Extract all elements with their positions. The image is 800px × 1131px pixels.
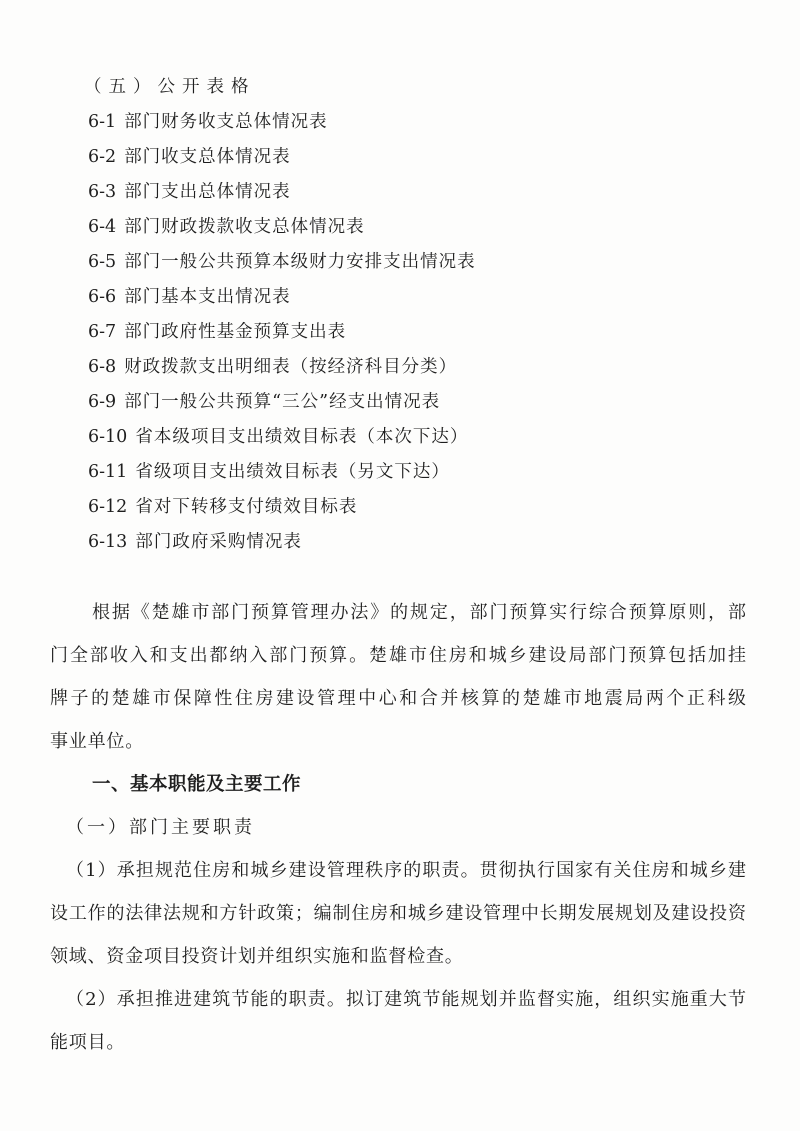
table-title: 部门一般公共预算本级财力安排支出情况表 bbox=[124, 252, 476, 272]
table-list-item bbox=[88, 455, 648, 490]
table-code: 6-10 bbox=[88, 427, 128, 447]
chapter-heading: 一、基本职能及主要工作 bbox=[92, 774, 302, 795]
table-code: 6-9 bbox=[88, 392, 117, 412]
table-code: 6-6 bbox=[88, 287, 117, 307]
table-list-item bbox=[88, 385, 648, 420]
table-code: 6-4 bbox=[88, 217, 117, 237]
table-list-item bbox=[88, 525, 648, 560]
table-code: 6-1 bbox=[88, 112, 117, 132]
table-title: 部门一般公共预算“三公”经支出情况表 bbox=[124, 392, 441, 412]
table-code: 6-5 bbox=[88, 252, 117, 272]
table-list bbox=[84, 70, 648, 560]
body-text bbox=[50, 591, 746, 1064]
table-title: 省本级项目支出绩效目标表（本次下达） bbox=[135, 427, 469, 447]
paragraph-line: （1）承担规范住房和城乡建设管理秩序的职责。贯彻执行国家有关住房和城乡建 bbox=[66, 860, 746, 881]
table-title: 部门政府性基金预算支出表 bbox=[124, 322, 347, 342]
table-title: 部门财政拨款收支总体情况表 bbox=[124, 217, 365, 237]
duty-item bbox=[50, 978, 746, 1064]
table-title: 部门财务收支总体情况表 bbox=[124, 112, 328, 132]
table-code: 6-12 bbox=[88, 497, 128, 517]
paragraph-line: 能项目。 bbox=[50, 1032, 126, 1053]
table-list-item bbox=[88, 210, 648, 245]
table-title: 财政拨款支出明细表（按经济科目分类） bbox=[124, 357, 458, 377]
table-list-item bbox=[88, 420, 648, 455]
table-code: 6-7 bbox=[88, 322, 117, 342]
table-list-item bbox=[88, 175, 648, 210]
table-list-item bbox=[88, 350, 648, 385]
table-title: 部门政府采购情况表 bbox=[135, 532, 302, 552]
table-title: 部门基本支出情况表 bbox=[124, 287, 291, 307]
table-title: 省级项目支出绩效目标表（另文下达） bbox=[135, 462, 450, 482]
paragraph-line: 根据《楚雄市部门预算管理办法》的规定，部门预算实行综合预算原则，部 bbox=[92, 602, 746, 623]
paragraph-line: 牌子的楚雄市保障性住房建设管理中心和合并核算的楚雄市地震局两个正科级 bbox=[50, 688, 746, 709]
section-heading: （五）公开表格 bbox=[84, 77, 256, 97]
table-code: 6-3 bbox=[88, 182, 117, 202]
table-title: 部门支出总体情况表 bbox=[124, 182, 291, 202]
paragraph-line: （2）承担推进建筑节能的职责。拟订建筑节能规划并监督实施，组织实施重大节 bbox=[66, 989, 746, 1010]
table-list-item bbox=[88, 490, 648, 525]
table-list-item bbox=[88, 245, 648, 280]
subsection-heading: （一）部门主要职责 bbox=[66, 817, 255, 838]
table-code: 6-8 bbox=[88, 357, 117, 377]
table-code: 6-13 bbox=[88, 532, 128, 552]
table-code: 6-2 bbox=[88, 147, 117, 167]
table-title: 部门收支总体情况表 bbox=[124, 147, 291, 167]
table-list-item bbox=[88, 140, 648, 175]
table-list-item bbox=[88, 315, 648, 350]
table-title: 省对下转移支付绩效目标表 bbox=[135, 497, 358, 517]
duty-item bbox=[50, 849, 746, 978]
paragraph-line: 设工作的法律法规和方针政策；编制住房和城乡建设管理中长期发展规划及建设投资 bbox=[50, 903, 746, 924]
table-list-item bbox=[88, 280, 648, 315]
paragraph-line: 领域、资金项目投资计划并组织实施和监督检查。 bbox=[50, 946, 464, 967]
paragraph-line: 事业单位。 bbox=[50, 731, 144, 752]
intro-paragraph bbox=[50, 591, 746, 763]
paragraph-line: 门全部收入和支出都纳入部门预算。楚雄市住房和城乡建设局部门预算包括加挂 bbox=[50, 645, 746, 666]
table-list-item bbox=[88, 105, 648, 140]
table-code: 6-11 bbox=[88, 462, 128, 482]
